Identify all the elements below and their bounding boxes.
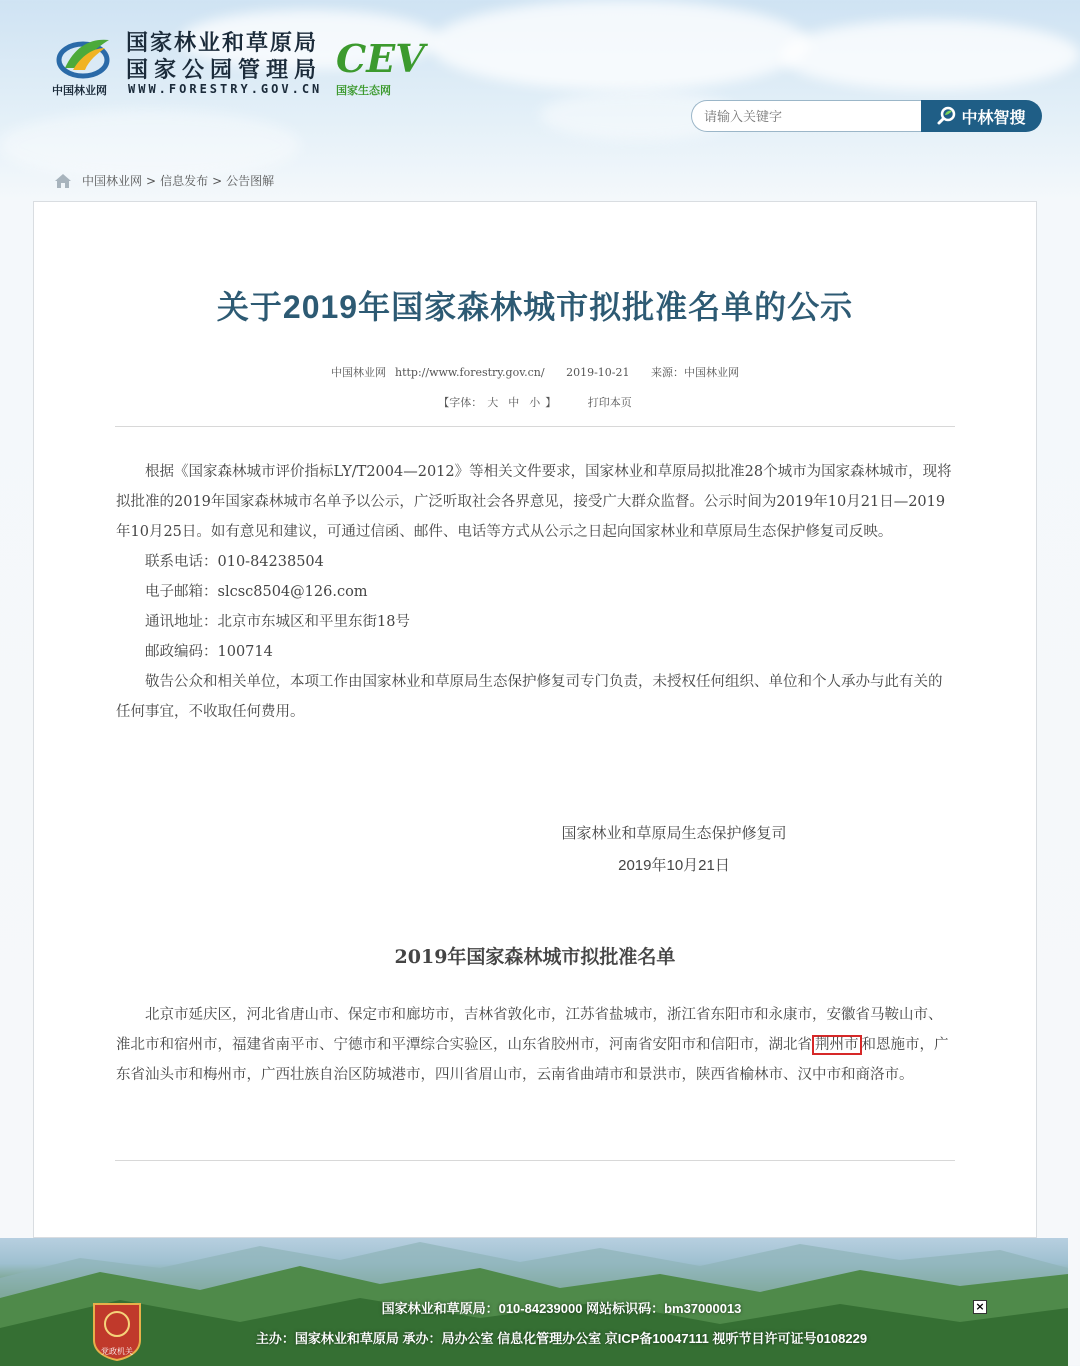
forestry-logo-icon[interactable] [55,32,115,80]
site-title-line1: 国家林业和草原局 [126,31,319,56]
footer-contact: 国家林业和草原局：010-84239000 网站标识码：bm37000013 [381,1301,742,1316]
site-name: 中国林业网 [52,84,107,97]
font-medium-button[interactable]: 中 [508,396,520,409]
article-body [116,457,956,727]
site-header [0,0,1068,160]
article-panel [33,201,1037,1238]
meta-url[interactable]: http://www.forestry.gov.cn/ [394,366,545,379]
meta-source: 来源：中国林业网 [651,366,739,379]
font-size-label-open: 【字体： [438,396,483,409]
breadcrumb-separator: > [146,173,157,188]
site-title-line2: 国家公园管理局 [126,58,323,83]
body-paragraph-notice: 敬告公众和相关单位，本项工作由国家林业和草原局生态保护修复司专门负责，未授权任何组织、单位和个人承办与此有关的任何事宜，不收取任何费用。 [116,674,943,720]
cev-logo-icon[interactable] [334,34,425,81]
body-contact-phone: 联系电话：010-84238504 [145,554,324,570]
divider-top [115,426,955,427]
cev-site-name: 国家生态网 [336,84,391,97]
city-list [116,1000,956,1090]
site-title[interactable] [126,30,322,84]
highlighted-city: 荆州市 [812,1035,862,1055]
breadcrumb [54,172,274,189]
meta-site: 中国林业网 [330,366,386,379]
city-list-part1: 北京市延庆区，河北省唐山市、保定市和廊坊市，吉林省敦化市，江苏省盐城市，浙江省东阳市和永康市，安徽省马鞍山市、淮北市和宿州市，福建省南平市、宁德市和平潭综合实验区，山东省胶州市，河南省安阳市和信阳市，湖北省 [116,1007,943,1053]
search-box [691,100,1042,132]
breadcrumb-item-info[interactable]: 信息发布 [160,174,209,188]
breadcrumb-item-home[interactable]: 中国林业网 [82,174,143,188]
body-contact-postcode: 邮政编码：100714 [145,644,273,660]
home-icon[interactable] [54,173,72,189]
body-contact-email: 电子邮箱：slcsc8504@126.com [145,584,368,600]
article-meta [34,364,1036,380]
article-tools [34,394,1036,410]
body-paragraph-intro: 根据《国家森林城市评价指标LY/T2004—2012》等相关文件要求，国家林业和草原局拟批准28个城市为国家森林城市，现将拟批准的2019年国家森林城市名单予以公示，广泛听取社会各界意见，接受广大群众监督。公示时间为2019年10月21日—2019年10月25日。如有意见和建议，可通过信函、邮件、电话等方式从公示之日起向国家林业和草原局生态保护修复司反映。 [116,464,952,540]
site-url: WWW.FORESTRY.GOV.CN [128,82,323,96]
font-small-button[interactable]: 小 [529,396,541,409]
meta-date: 2019-10-21 [566,366,630,379]
close-icon[interactable]: × [973,1300,987,1314]
footer-sponsor: 主办：国家林业和草原局 承办：局办公室 信息化管理办公室 京ICP备10047111 视听节目许可证号0108229 [255,1331,868,1346]
signature-org: 国家林业和草原局生态保护修复司 [561,825,787,842]
badge-text: 党政机关 [101,1347,133,1356]
body-contact-address: 通讯地址：北京市东城区和平里东街18号 [145,614,410,630]
font-size-label-close: 】 [545,396,557,409]
print-button[interactable]: 打印本页 [587,396,632,409]
site-footer [0,1238,1068,1366]
font-large-button[interactable]: 大 [487,396,499,409]
cev-logo-text: CEV [336,36,425,81]
breadcrumb-item-notice[interactable]: 公告图解 [226,174,275,188]
divider-bottom [115,1160,955,1161]
font-size-control [438,396,560,409]
search-icon [937,106,957,126]
search-input[interactable] [691,100,923,132]
breadcrumb-separator: > [212,173,223,188]
city-list-part2: 和恩施市，广东省汕头市和梅州市，广西壮族自治区防城港市，四川省眉山市，云南省曲靖市和景洪市，陕西省榆林市、汉中市和商洛市。 [116,1037,949,1083]
search-button[interactable] [921,100,1042,132]
article-title: 关于2019年国家森林城市拟批准名单的公示 [216,289,854,325]
list-title: 2019年国家森林城市拟批准名单 [394,946,676,968]
signature-date: 2019年10月21日 [618,857,730,874]
search-button-label: 中林智搜 [961,107,1026,127]
